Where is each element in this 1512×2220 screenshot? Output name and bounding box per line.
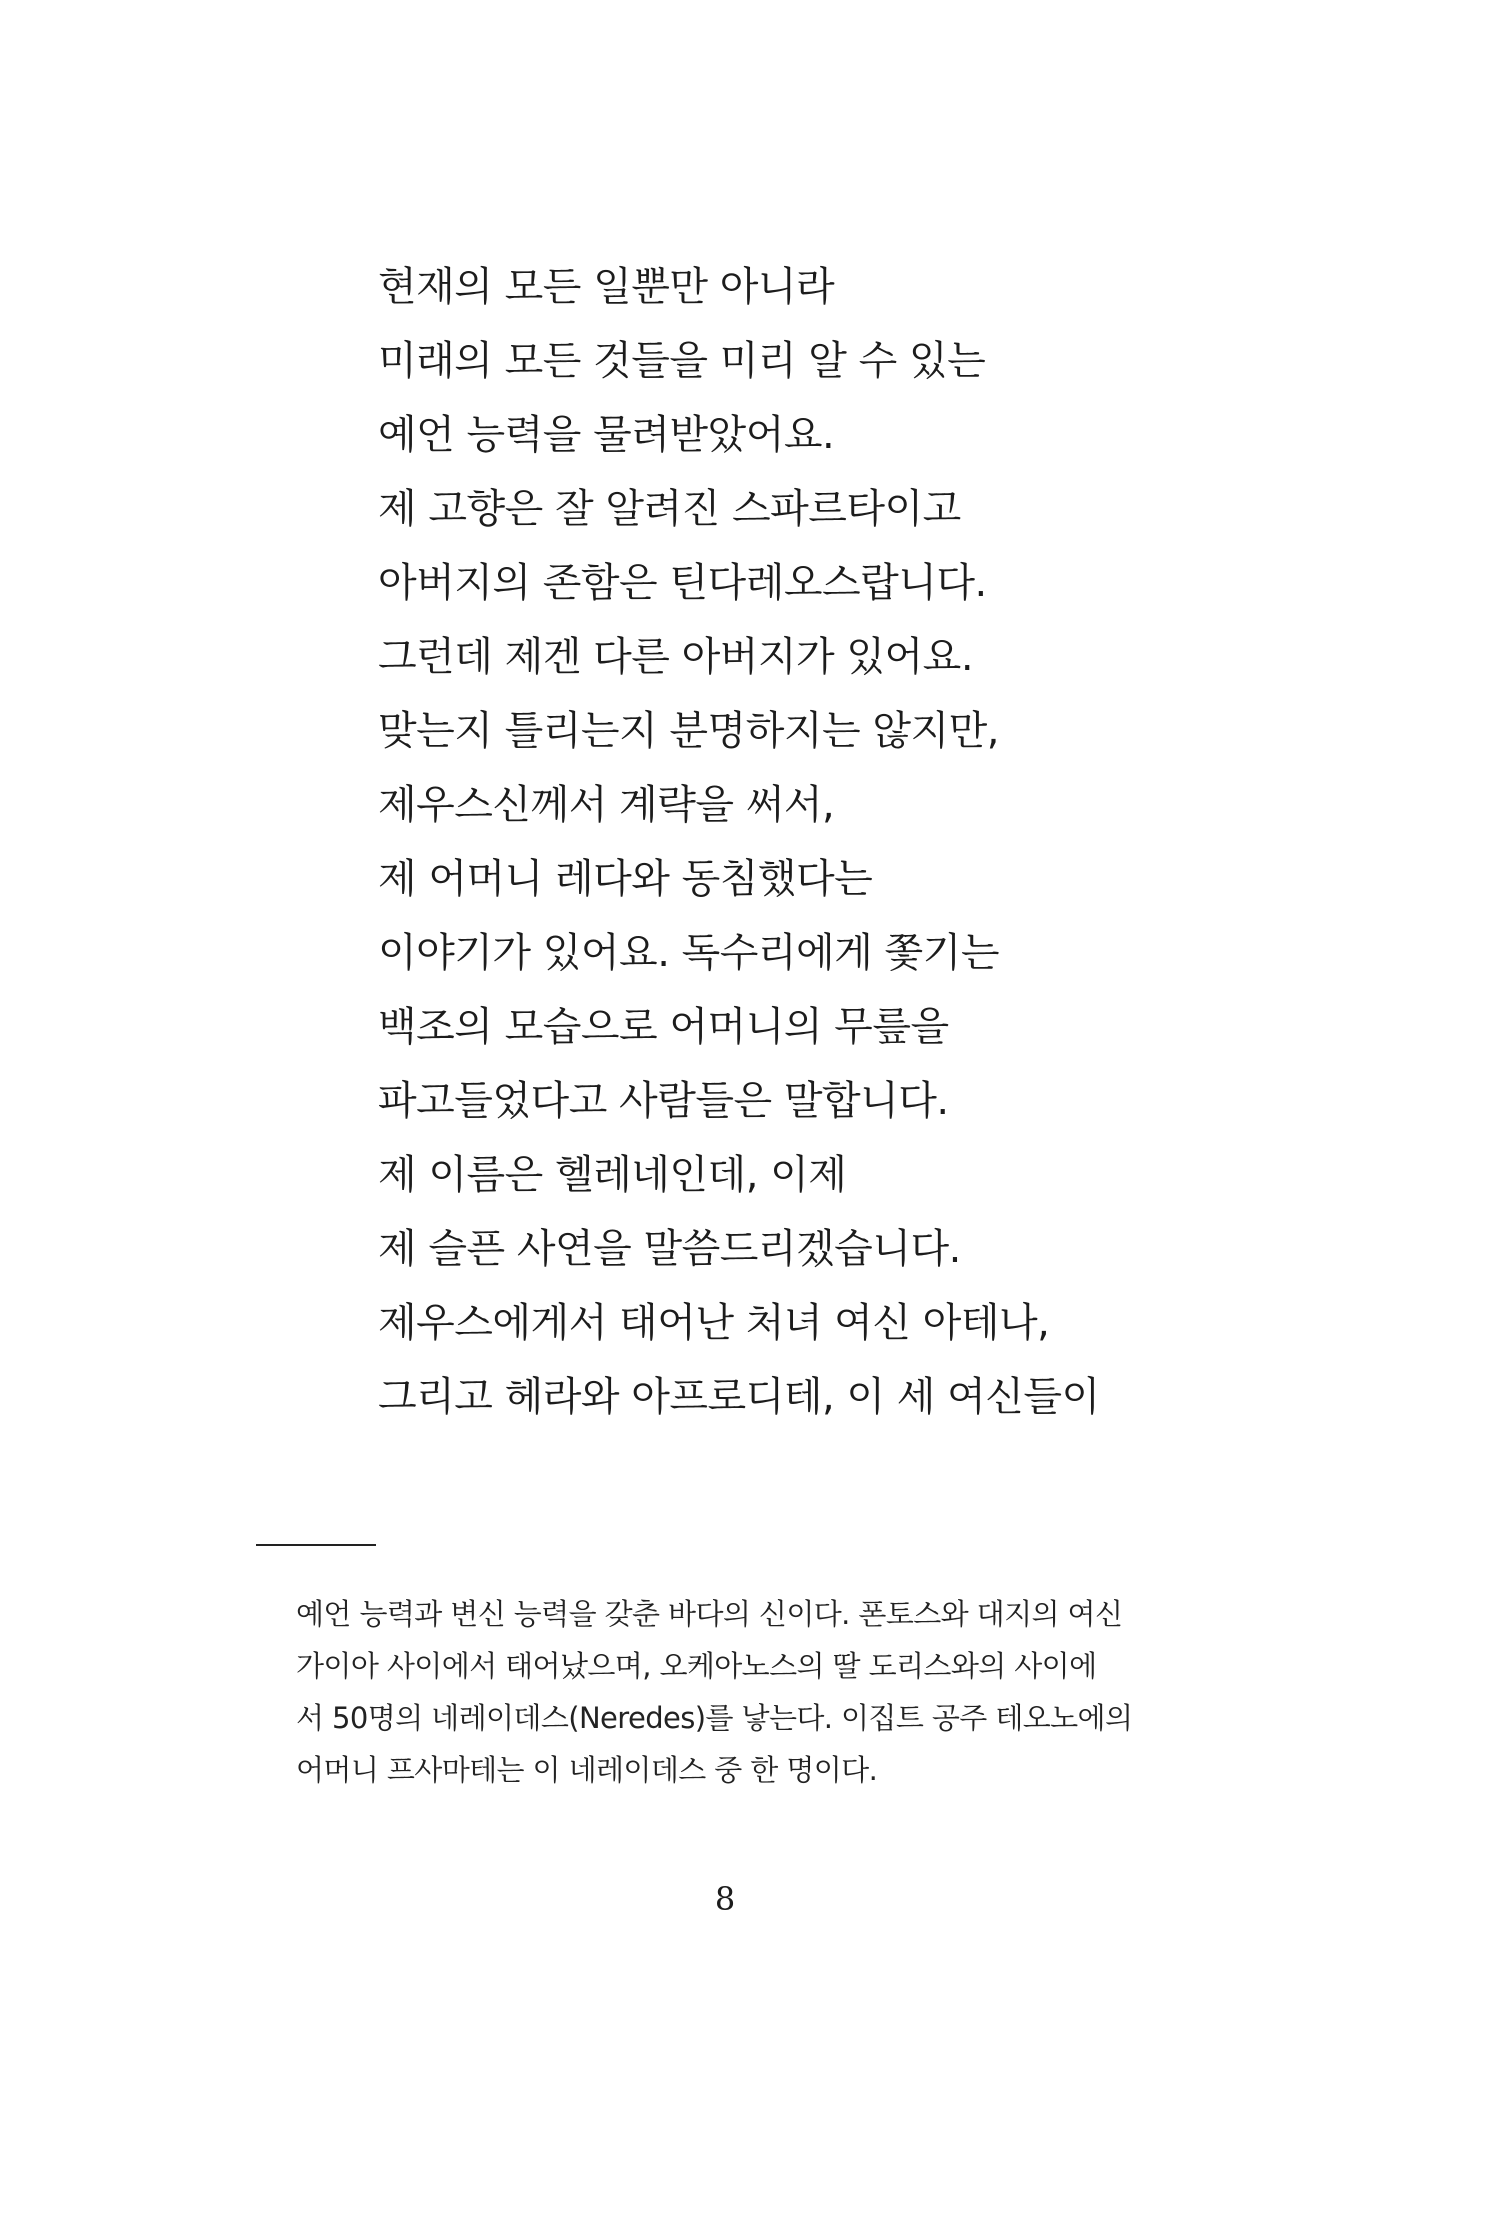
- poem-line: 제 이름은 헬레네인데, 이제: [378, 1152, 847, 1198]
- page-number: 8: [714, 1880, 736, 1918]
- poem-line: 제우스에게서 태어난 처녀 여신 아테나,: [378, 1300, 1050, 1346]
- footnote-divider: [256, 1544, 376, 1546]
- footnote-line: 가이아 사이에서 태어났으며, 오케아노스의 딸 도리스와의 사이에: [296, 1649, 1097, 1683]
- poem-line: 제우스신께서 계략을 써서,: [378, 782, 835, 828]
- poem-line: 이야기가 있어요. 독수리에게 쫓기는: [378, 930, 999, 976]
- footnote-line: 예언 능력과 변신 능력을 갖춘 바다의 신이다. 폰토스와 대지의 여신: [296, 1597, 1123, 1631]
- poem-line: 백조의 모습으로 어머니의 무릎을: [378, 1004, 949, 1050]
- poem-line: 예언 능력을 물려받았어요.: [378, 412, 835, 458]
- poem-line: 그런데 제겐 다른 아버지가 있어요.: [378, 634, 974, 680]
- poem-line: 미래의 모든 것들을 미리 알 수 있는: [378, 338, 986, 384]
- poem-line: 제 고향은 잘 알려진 스파르타이고: [378, 486, 961, 532]
- poem-line: 그리고 헤라와 아프로디테, 이 세 여신들이: [378, 1374, 1100, 1420]
- poem-body: [378, 250, 1378, 1434]
- poem-line: 아버지의 존함은 틴다레오스랍니다.: [378, 560, 987, 606]
- footnote-line: 서 50명의 네레이데스(Neredes)를 낳는다. 이집트 공주 테오노에의: [296, 1701, 1133, 1735]
- poem-line: 제 슬픈 사연을 말씀드리겠습니다.: [378, 1226, 961, 1272]
- poem-line: 제 어머니 레다와 동침했다는: [378, 856, 873, 902]
- footnote: [296, 1588, 1216, 1796]
- poem-line: 파고들었다고 사람들은 말합니다.: [378, 1078, 949, 1124]
- poem-line: 현재의 모든 일뿐만 아니라: [378, 264, 835, 310]
- footnote-line: 어머니 프사마테는 이 네레이데스 중 한 명이다.: [296, 1753, 878, 1787]
- poem-line: 맞는지 틀리는지 분명하지는 않지만,: [378, 708, 999, 754]
